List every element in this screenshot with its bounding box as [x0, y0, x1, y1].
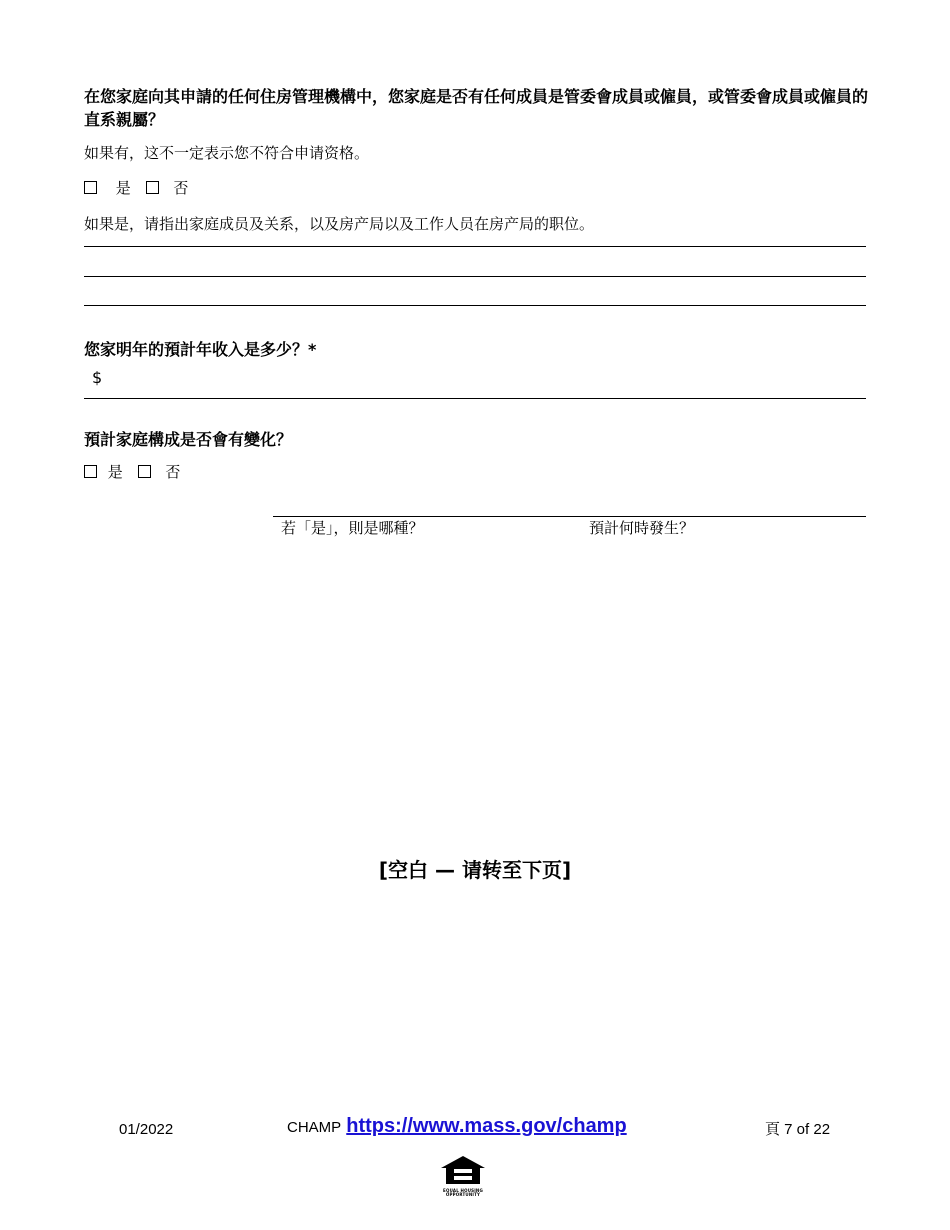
yes-label: 是: [115, 179, 131, 197]
footer-date: 01/2022: [119, 1121, 174, 1138]
relation-followup-instruction: 如果是，请指出家庭成员及关系，以及房产局以及工作人员在房产局的职位。: [84, 215, 595, 233]
question-household-change: 預計家庭構成是否會有變化？: [84, 430, 293, 449]
which-change-label: 若「是」，則是哪種？: [281, 519, 424, 537]
answer-line-1[interactable]: [84, 246, 866, 247]
blank-page-notice: [空白 — 请转至下页]: [378, 858, 572, 882]
no-label: 否: [173, 179, 189, 197]
logo-text-line2: OPPORTUNITY: [445, 1192, 481, 1197]
footer-page-number: 頁 7 of 22: [765, 1121, 831, 1138]
champ-link[interactable]: https://www.mass.gov/champ: [346, 1115, 627, 1137]
yes-label: 是: [107, 463, 123, 481]
logo-text-line1: EQUAL HOUSING: [443, 1188, 483, 1193]
when-change-label: 預計何時發生？: [589, 519, 695, 537]
no-label: 否: [165, 463, 181, 481]
household-change-choice: [84, 462, 180, 482]
footer-program-name: CHAMP: [287, 1119, 342, 1136]
equal-housing-logo: [438, 1155, 488, 1195]
eligibility-note: 如果有，这不一定表示您不符合申请资格。: [84, 144, 370, 162]
income-input-line[interactable]: [84, 398, 866, 399]
answer-line-3[interactable]: [84, 305, 866, 306]
question-expected-income: 您家明年的預計年收入是多少？*: [84, 340, 317, 359]
question-board-member-relation: 在您家庭向其申請的任何住房管理機構中，您家庭是否有任何成員是管委會成員或僱員，或管委會成員或僱員的直系親屬？: [84, 87, 869, 129]
no-checkbox[interactable]: [138, 465, 151, 478]
footer-program: [287, 1115, 627, 1138]
yes-checkbox[interactable]: [84, 465, 97, 478]
no-checkbox[interactable]: [146, 181, 159, 194]
yes-checkbox[interactable]: [84, 181, 97, 194]
answer-line-2[interactable]: [84, 276, 866, 277]
board-member-choice: [84, 178, 188, 198]
house-icon: [438, 1155, 488, 1185]
currency-symbol: $: [92, 368, 103, 387]
change-details-line[interactable]: [273, 516, 866, 517]
